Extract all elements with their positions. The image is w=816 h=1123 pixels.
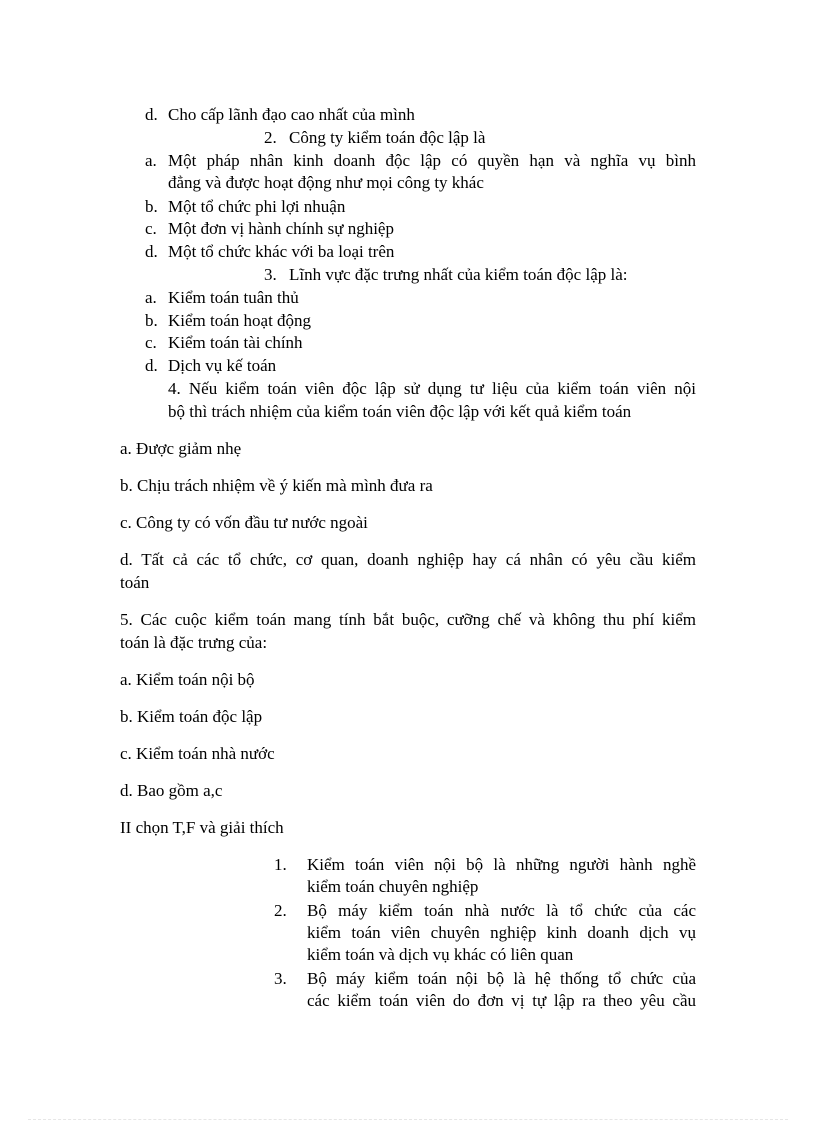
- tf-text-cont: các kiểm toán viên do đơn vị tự lập ra theo yêu cầu: [307, 991, 696, 1010]
- option-text: d. Bao gồm a,c: [120, 781, 223, 800]
- question-number: 3.: [264, 265, 277, 284]
- option-text: Một tổ chức khác với ba loại trên: [168, 242, 395, 261]
- option-label: d.: [145, 105, 158, 124]
- option-text: b. Kiểm toán độc lập: [120, 707, 263, 726]
- option-text-cont: đẳng và được hoạt động như mọi công ty khác: [168, 173, 484, 192]
- question-text: Công ty kiểm toán độc lập là: [289, 128, 486, 147]
- option-label: b.: [145, 311, 158, 330]
- option-text: a. Được giảm nhẹ: [120, 439, 242, 458]
- option-text: Kiểm toán tuân thủ: [168, 288, 299, 307]
- option-text: a. Kiểm toán nội bộ: [120, 670, 255, 689]
- option-text: Kiểm toán hoạt động: [168, 311, 312, 330]
- option-label: d.: [145, 356, 158, 375]
- option-label: d.: [145, 242, 158, 261]
- question-text: 4. Nếu kiểm toán viên độc lập sử dụng tư liệu của kiểm toán viên nội: [168, 379, 696, 398]
- option-text: Dịch vụ kế toán: [168, 356, 277, 375]
- option-text: Một tổ chức phi lợi nhuận: [168, 197, 346, 216]
- option-label: c.: [145, 333, 157, 352]
- option-label: a.: [145, 151, 157, 170]
- option-label: b.: [145, 197, 158, 216]
- tf-number: 1.: [274, 855, 287, 874]
- tf-text: Bộ máy kiểm toán nhà nước là tổ chức của các: [307, 901, 696, 920]
- option-text: Cho cấp lãnh đạo cao nhất của mình: [168, 105, 415, 124]
- tf-number: 2.: [274, 901, 287, 920]
- option-label: a.: [145, 288, 157, 307]
- tf-text-cont: kiểm toán và dịch vụ khác có liên quan: [307, 945, 574, 964]
- question-text-cont: toán là đặc trưng của:: [120, 633, 268, 652]
- page-bottom-rule: [28, 1119, 788, 1120]
- option-text-cont: toán: [120, 573, 150, 592]
- tf-text-cont: kiểm toán chuyên nghiệp: [307, 877, 479, 896]
- option-text: Một đơn vị hành chính sự nghiệp: [168, 219, 394, 238]
- question-text: 5. Các cuộc kiểm toán mang tính bắt buộc, cưỡng chế và không thu phí kiểm: [120, 610, 696, 629]
- tf-number: 3.: [274, 969, 287, 988]
- tf-text: Kiểm toán viên nội bộ là những người hành nghề: [307, 855, 696, 874]
- option-text: c. Kiểm toán nhà nước: [120, 744, 275, 763]
- option-text: d. Tất cả các tổ chức, cơ quan, doanh nghiệp hay cá nhân có yêu cầu kiểm: [120, 550, 696, 569]
- option-label: c.: [145, 219, 157, 238]
- option-text: Một pháp nhân kinh doanh độc lập có quyền hạn và nghĩa vụ bình: [168, 151, 696, 170]
- section-heading: II chọn T,F và giải thích: [120, 818, 284, 837]
- question-number: 2.: [264, 128, 277, 147]
- tf-text: Bộ máy kiểm toán nội bộ là hệ thống tổ chức của: [307, 969, 696, 988]
- question-text: Lĩnh vực đặc trưng nhất của kiểm toán độc lập là:: [289, 265, 628, 284]
- option-text: Kiểm toán tài chính: [168, 333, 303, 352]
- option-text: b. Chịu trách nhiệm về ý kiến mà mình đưa ra: [120, 476, 433, 495]
- question-text-cont: bộ thì trách nhiệm của kiểm toán viên độc lập với kết quả kiểm toán: [168, 402, 632, 421]
- option-text: c. Công ty có vốn đầu tư nước ngoài: [120, 513, 368, 532]
- tf-text-cont: kiểm toán viên chuyên nghiệp kinh doanh dịch vụ: [307, 923, 696, 942]
